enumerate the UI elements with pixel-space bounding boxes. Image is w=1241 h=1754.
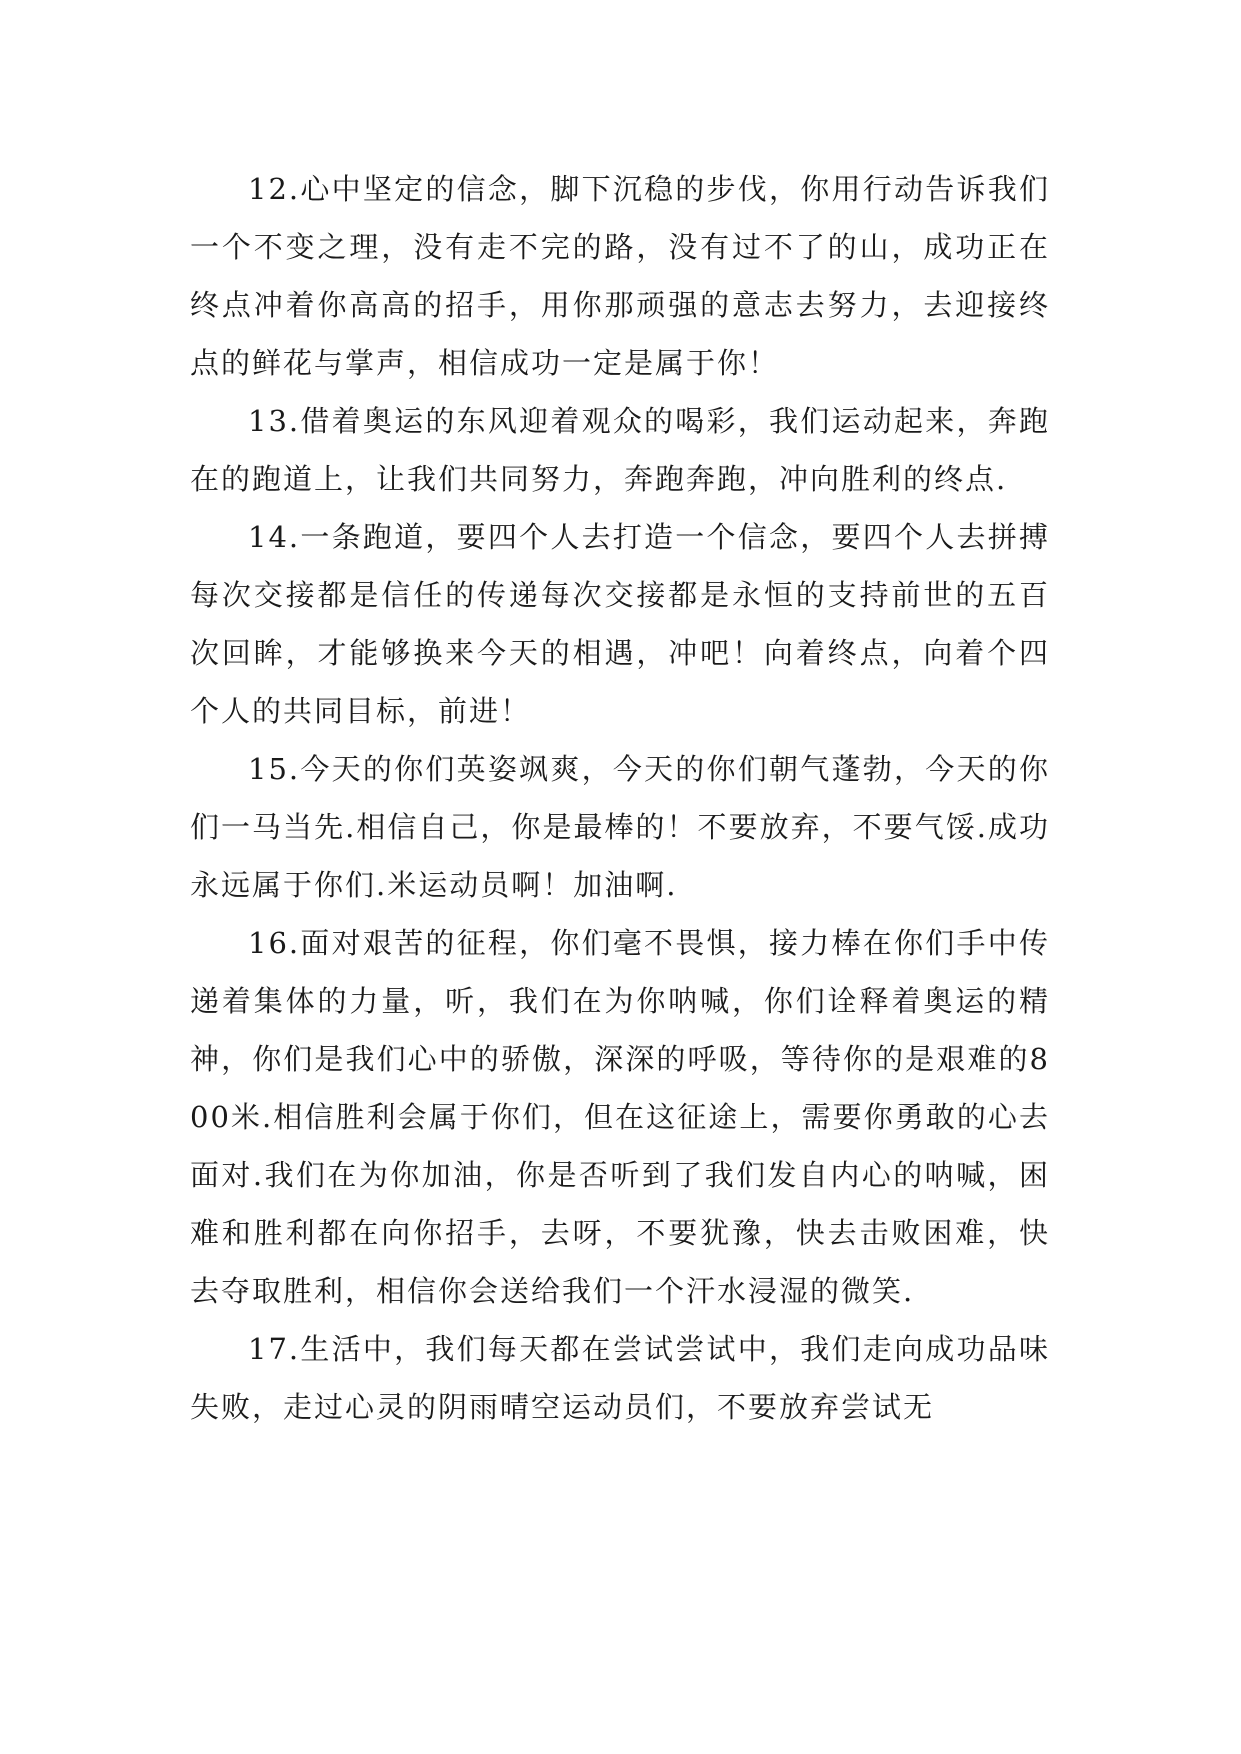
- paragraph-16: 16.面对艰苦的征程，你们毫不畏惧，接力棒在你们手中传递着集体的力量，听，我们在为你呐喊，你们诠释着奥运的精神，你们是我们心中的骄傲，深深的呼吸，等待你的是艰难的800米.相信胜利会属于你们，但在这征途上，需要你勇敢的心去面对.我们在为你加油，你是否听到了我们发自内心的呐喊，困难和胜利都在向你招手，去呀，不要犹豫，快去击败困难，快去夺取胜利，相信你会送给我们一个汗水浸湿的微笑.: [190, 926, 1050, 1308]
- paragraph-13: 13.借着奥运的东风迎着观众的喝彩，我们运动起来，奔跑在的跑道上，让我们共同努力，奔跑奔跑，冲向胜利的终点.: [190, 404, 1050, 496]
- paragraph-14: 14.一条跑道，要四个人去打造一个信念，要四个人去拼搏每次交接都是信任的传递每次交接都是永恒的支持前世的五百次回眸，才能够换来今天的相遇，冲吧！向着终点，向着个四个人的共同目标，前进！: [190, 520, 1050, 728]
- document-body: [190, 160, 1050, 1436]
- paragraph-15: 15.今天的你们英姿飒爽，今天的你们朝气蓬勃，今天的你们一马当先.相信自己，你是最棒的！不要放弃，不要气馁.成功永远属于你们.米运动员啊！加油啊.: [190, 752, 1050, 902]
- paragraph-17: 17.生活中，我们每天都在尝试尝试中，我们走向成功品味失败，走过心灵的阴雨晴空运动员们，不要放弃尝试无: [190, 1332, 1050, 1424]
- paragraph-12: 12.心中坚定的信念，脚下沉稳的步伐，你用行动告诉我们一个不变之理，没有走不完的路，没有过不了的山，成功正在终点冲着你高高的招手，用你那顽强的意志去努力，去迎接终点的鲜花与掌声，相信成功一定是属于你！: [190, 172, 1050, 380]
